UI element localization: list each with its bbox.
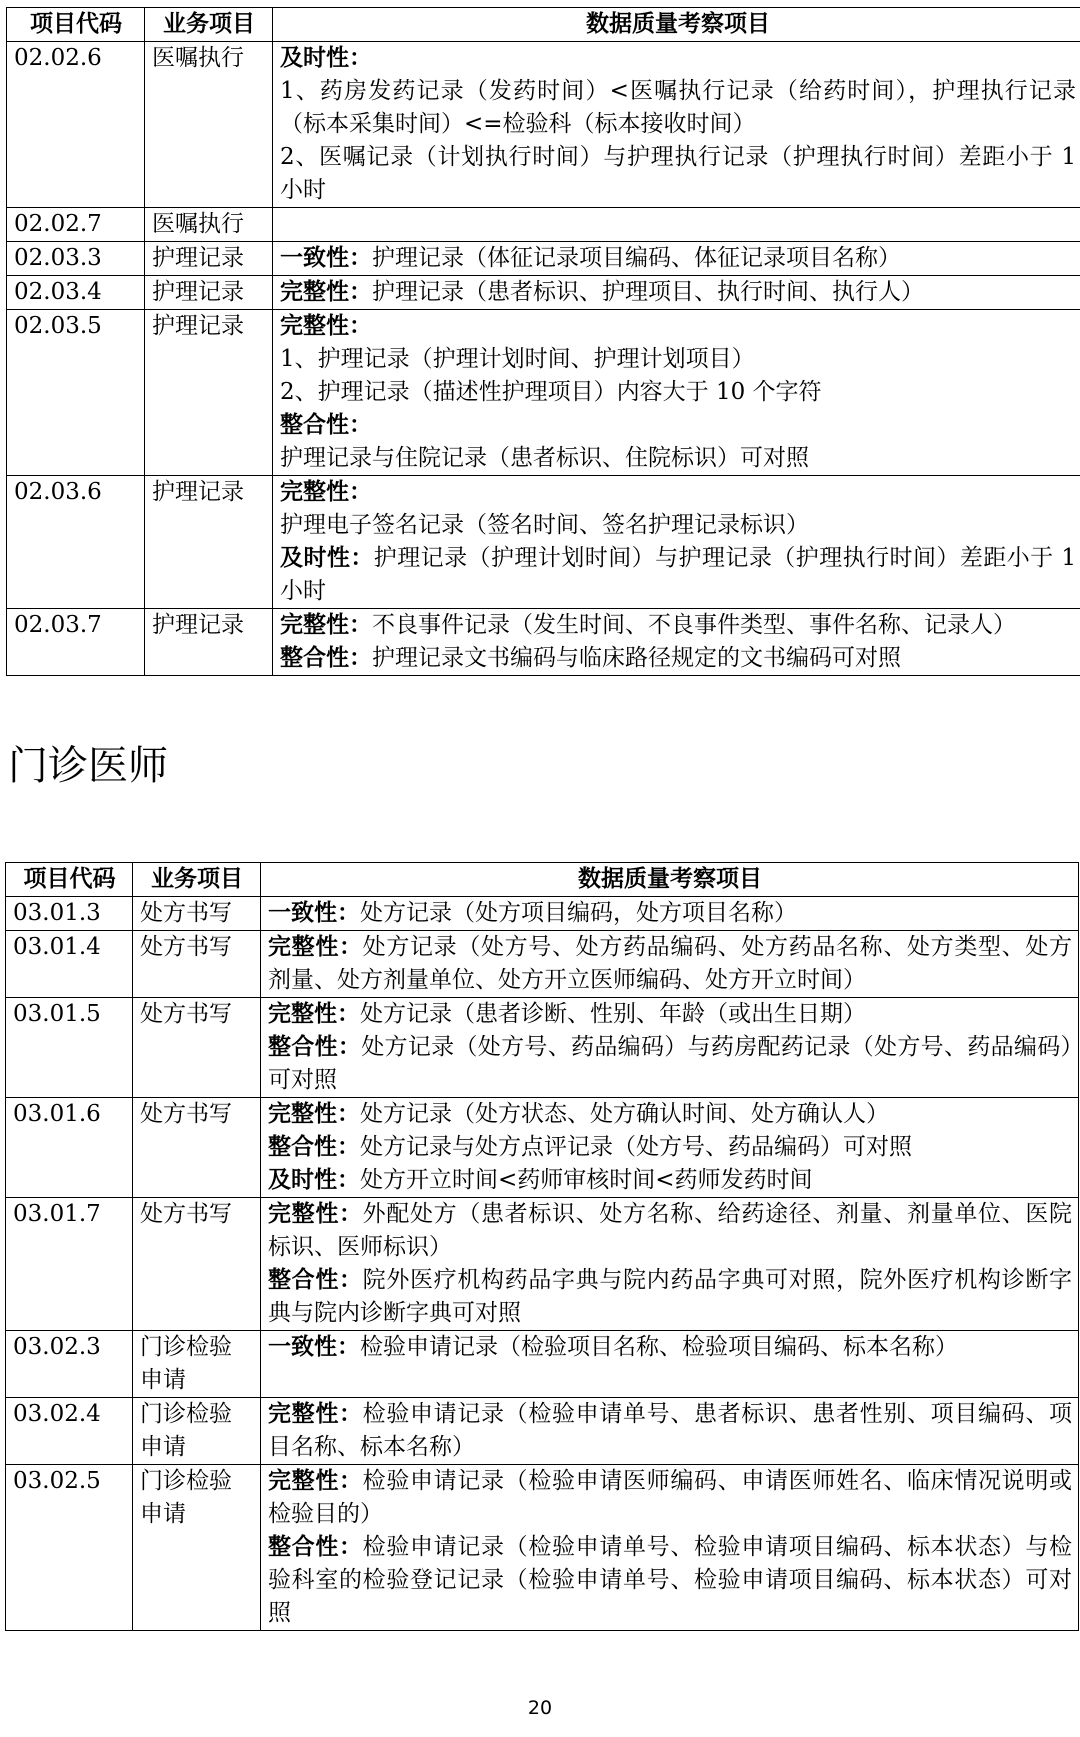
quality-item-cell bbox=[273, 609, 1080, 676]
quality-line bbox=[280, 642, 1076, 675]
quality-dimension-label: 一致性： bbox=[268, 1334, 360, 1360]
business-item-cell: 门诊检验申请 bbox=[133, 1398, 261, 1465]
table-header-row bbox=[7, 8, 1080, 42]
header-business-item: 业务项目 bbox=[145, 8, 273, 42]
business-item-cell: 门诊检验申请 bbox=[133, 1465, 261, 1631]
quality-line bbox=[268, 1098, 1072, 1131]
table-row bbox=[7, 310, 1080, 476]
table-row bbox=[7, 476, 1080, 609]
table-row bbox=[6, 1331, 1079, 1398]
table-row bbox=[6, 1465, 1079, 1631]
table-row bbox=[6, 1398, 1079, 1465]
business-item-cell: 处方书写 bbox=[133, 931, 261, 998]
table-row bbox=[6, 1198, 1079, 1331]
business-item-cell: 处方书写 bbox=[133, 1098, 261, 1198]
quality-item-cell bbox=[261, 1331, 1079, 1398]
business-item-cell: 护理记录 bbox=[145, 242, 273, 276]
quality-line bbox=[280, 509, 1076, 542]
quality-dimension-label: 整合性： bbox=[280, 412, 372, 438]
item-code-cell: 03.01.7 bbox=[6, 1198, 133, 1331]
quality-dimension-label: 完整性： bbox=[268, 1468, 363, 1494]
quality-line-text: 处方开立时间<药师审核时间<药师发药时间 bbox=[360, 1167, 813, 1193]
quality-line-text: 处方记录（处方状态、处方确认时间、处方确认人） bbox=[360, 1101, 889, 1127]
item-code-cell: 03.02.5 bbox=[6, 1465, 133, 1631]
quality-line bbox=[280, 376, 1076, 409]
quality-item-cell bbox=[261, 1465, 1079, 1631]
item-code-cell: 02.02.7 bbox=[7, 208, 145, 242]
quality-line-text: 院外医疗机构药品字典与院内药品字典可对照，院外医疗机构诊断字典与院内诊断字典可对照 bbox=[268, 1267, 1073, 1326]
table-row bbox=[7, 42, 1080, 208]
quality-line bbox=[280, 141, 1076, 207]
item-code-cell: 03.01.3 bbox=[6, 897, 133, 931]
quality-line bbox=[268, 897, 1072, 930]
quality-item-cell bbox=[261, 998, 1079, 1098]
quality-dimension-label: 一致性： bbox=[268, 900, 360, 926]
quality-line bbox=[268, 931, 1072, 997]
quality-line bbox=[268, 1164, 1072, 1197]
item-code-cell: 02.02.6 bbox=[7, 42, 145, 208]
business-item-cell: 护理记录 bbox=[145, 276, 273, 310]
quality-line bbox=[268, 998, 1072, 1031]
quality-table-inpatient bbox=[6, 7, 1080, 676]
table-row bbox=[7, 208, 1080, 242]
business-item-cell: 护理记录 bbox=[145, 310, 273, 476]
quality-dimension-label: 完整性： bbox=[268, 934, 363, 960]
quality-dimension-label: 整合性： bbox=[268, 1034, 362, 1060]
header-item-code: 项目代码 bbox=[6, 863, 133, 897]
quality-line bbox=[280, 343, 1076, 376]
quality-dimension-label: 完整性： bbox=[280, 479, 372, 505]
table-row bbox=[7, 609, 1080, 676]
item-code-cell: 02.03.3 bbox=[7, 242, 145, 276]
table-header-row bbox=[6, 863, 1079, 897]
header-quality-item: 数据质量考察项目 bbox=[273, 8, 1080, 42]
quality-item-cell bbox=[273, 476, 1080, 609]
quality-line bbox=[280, 542, 1076, 608]
table-row bbox=[6, 998, 1079, 1098]
quality-dimension-label: 整合性： bbox=[268, 1134, 360, 1160]
quality-line bbox=[268, 1264, 1072, 1330]
quality-line-text: 检验申请记录（检验项目名称、检验项目编码、标本名称） bbox=[360, 1334, 958, 1360]
quality-line bbox=[280, 242, 1076, 275]
quality-dimension-label: 完整性： bbox=[268, 1401, 363, 1427]
quality-line bbox=[280, 442, 1076, 475]
quality-line-text: 护理记录（患者标识、护理项目、执行时间、执行人） bbox=[372, 279, 924, 305]
item-code-cell: 03.01.4 bbox=[6, 931, 133, 998]
quality-line-text: 1、药房发药记录（发药时间）<医嘱执行记录（给药时间），护理执行记录（标本采集时间）<=检验科（标本接收时间） bbox=[280, 78, 1076, 137]
business-item-cell: 医嘱执行 bbox=[145, 42, 273, 208]
quality-item-cell bbox=[273, 42, 1080, 208]
quality-item-cell bbox=[273, 276, 1080, 310]
quality-item-cell bbox=[261, 931, 1079, 998]
quality-line bbox=[268, 1531, 1072, 1630]
quality-item-cell bbox=[273, 208, 1080, 242]
quality-dimension-label: 完整性： bbox=[268, 1201, 363, 1227]
quality-line-text: 处方记录（处方号、药品编码）与药房配药记录（处方号、药品编码）可对照 bbox=[268, 1034, 1073, 1093]
quality-item-cell bbox=[273, 242, 1080, 276]
quality-line-text: 护理电子签名记录（签名时间、签名护理记录标识） bbox=[280, 512, 809, 538]
quality-line-text: 护理记录文书编码与临床路径规定的文书编码可对照 bbox=[372, 645, 901, 671]
quality-line-text: 处方记录与处方点评记录（处方号、药品编码）可对照 bbox=[360, 1134, 912, 1160]
item-code-cell: 03.02.4 bbox=[6, 1398, 133, 1465]
header-business-item: 业务项目 bbox=[133, 863, 261, 897]
quality-line bbox=[268, 1031, 1072, 1097]
quality-item-cell bbox=[273, 310, 1080, 476]
quality-item-cell bbox=[261, 1098, 1079, 1198]
quality-line-text: 不良事件记录（发生时间、不良事件类型、事件名称、记录人） bbox=[372, 612, 1016, 638]
business-item-cell: 门诊检验申请 bbox=[133, 1331, 261, 1398]
quality-item-cell bbox=[261, 1198, 1079, 1331]
item-code-cell: 02.03.6 bbox=[7, 476, 145, 609]
business-item-cell: 护理记录 bbox=[145, 476, 273, 609]
quality-dimension-label: 完整性： bbox=[280, 279, 372, 305]
quality-line bbox=[268, 1398, 1072, 1464]
quality-dimension-label: 完整性： bbox=[268, 1001, 360, 1027]
business-item-cell: 处方书写 bbox=[133, 1198, 261, 1331]
item-code-cell: 02.03.4 bbox=[7, 276, 145, 310]
item-code-cell: 02.03.7 bbox=[7, 609, 145, 676]
quality-line bbox=[280, 409, 1076, 442]
quality-line-text: 检验申请记录（检验申请医师编码、申请医师姓名、临床情况说明或检验目的） bbox=[268, 1468, 1073, 1527]
quality-line bbox=[280, 42, 1076, 75]
quality-line bbox=[268, 1465, 1072, 1531]
quality-dimension-label: 完整性： bbox=[268, 1101, 360, 1127]
quality-dimension-label: 及时性： bbox=[268, 1167, 360, 1193]
item-code-cell: 02.03.5 bbox=[7, 310, 145, 476]
quality-line bbox=[268, 1331, 1072, 1364]
quality-dimension-label: 及时性： bbox=[280, 45, 372, 71]
item-code-cell: 03.01.5 bbox=[6, 998, 133, 1098]
quality-line bbox=[280, 609, 1076, 642]
business-item-cell: 医嘱执行 bbox=[145, 208, 273, 242]
table-row bbox=[6, 931, 1079, 998]
quality-dimension-label: 整合性： bbox=[268, 1267, 363, 1293]
quality-dimension-label: 及时性： bbox=[280, 545, 374, 571]
business-item-cell: 处方书写 bbox=[133, 897, 261, 931]
quality-line-text: 1、护理记录（护理计划时间、护理计划项目） bbox=[280, 346, 755, 372]
quality-line bbox=[280, 276, 1076, 309]
quality-line-text: 检验申请记录（检验申请单号、患者标识、患者性别、项目编码、项目名称、标本名称） bbox=[268, 1401, 1073, 1460]
table-row bbox=[6, 897, 1079, 931]
quality-line-text: 2、医嘱记录（计划执行时间）与护理执行记录（护理执行时间）差距小于 1 小时 bbox=[280, 144, 1076, 203]
table-row bbox=[7, 276, 1080, 310]
quality-line-text: 护理记录与住院记录（患者标识、住院标识）可对照 bbox=[280, 445, 809, 471]
table-row bbox=[6, 1098, 1079, 1198]
quality-line-text: 2、护理记录（描述性护理项目）内容大于 10 个字符 bbox=[280, 379, 822, 405]
business-item-cell: 处方书写 bbox=[133, 998, 261, 1098]
section-heading: 门诊医师 bbox=[8, 743, 168, 789]
quality-dimension-label: 完整性： bbox=[280, 313, 372, 339]
quality-line-text: 处方记录（患者诊断、性别、年龄（或出生日期） bbox=[360, 1001, 866, 1027]
business-item-cell: 护理记录 bbox=[145, 609, 273, 676]
quality-line-text: 处方记录（处方号、处方药品编码、处方药品名称、处方类型、处方剂量、处方剂量单位、处方开立医师编码、处方开立时间） bbox=[268, 934, 1073, 993]
quality-line-text: 检验申请记录（检验申请单号、检验申请项目编码、标本状态）与检验科室的检验登记记录（检验申请单号、检验申请项目编码、标本状态）可对照 bbox=[268, 1534, 1073, 1626]
quality-dimension-label: 一致性： bbox=[280, 245, 372, 271]
quality-item-cell bbox=[261, 1398, 1079, 1465]
page-number: 20 bbox=[527, 1697, 553, 1719]
header-quality-item: 数据质量考察项目 bbox=[261, 863, 1079, 897]
item-code-cell: 03.02.3 bbox=[6, 1331, 133, 1398]
quality-dimension-label: 整合性： bbox=[280, 645, 372, 671]
quality-line bbox=[280, 310, 1076, 343]
quality-line-text: 外配处方（患者标识、处方名称、给药途径、剂量、剂量单位、医院标识、医师标识） bbox=[268, 1201, 1073, 1260]
quality-dimension-label: 整合性： bbox=[268, 1534, 363, 1560]
quality-line bbox=[268, 1131, 1072, 1164]
quality-line-text: 护理记录（体征记录项目编码、体征记录项目名称） bbox=[372, 245, 901, 271]
header-item-code: 项目代码 bbox=[7, 8, 145, 42]
quality-line bbox=[268, 1198, 1072, 1264]
item-code-cell: 03.01.6 bbox=[6, 1098, 133, 1198]
table-row bbox=[7, 242, 1080, 276]
quality-line-text: 护理记录（护理计划时间）与护理记录（护理执行时间）差距小于 1 小时 bbox=[280, 545, 1077, 604]
quality-line-text: 处方记录（处方项目编码，处方项目名称） bbox=[360, 900, 797, 926]
quality-dimension-label: 完整性： bbox=[280, 612, 372, 638]
quality-line bbox=[280, 476, 1076, 509]
quality-line bbox=[280, 75, 1076, 141]
quality-item-cell bbox=[261, 897, 1079, 931]
quality-table-outpatient-physician bbox=[5, 862, 1079, 1631]
